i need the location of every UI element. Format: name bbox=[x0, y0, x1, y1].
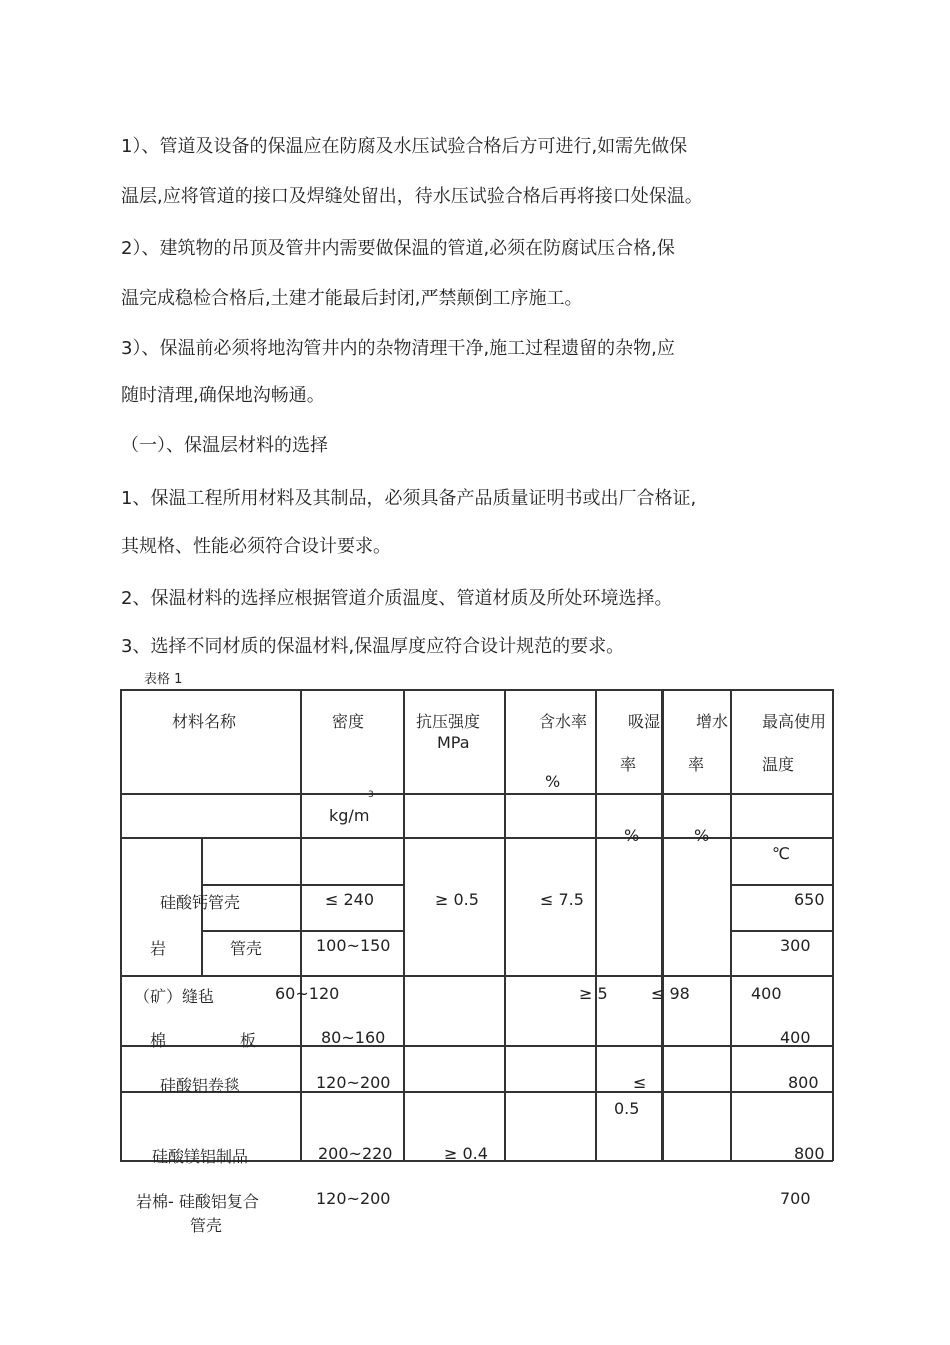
header-increase-a: 增水 bbox=[696, 712, 729, 731]
header-absorb-a: 吸湿 bbox=[628, 712, 661, 731]
paragraph-line-9: 其规格、性能必须符合设计要求。 bbox=[121, 536, 391, 557]
header-strength-unit: MPa bbox=[437, 733, 470, 752]
paragraph-line-11: 3、选择不同材质的保温材料,保温厚度应符合设计规范的要求。 bbox=[121, 636, 625, 657]
calcium-silicate-strength: ≥ 0.5 bbox=[435, 890, 479, 909]
header-max-temp-a: 最高使用 bbox=[762, 712, 827, 731]
table-caption: 表格 1 bbox=[144, 672, 183, 687]
rock-wool-shell-label: 管壳 bbox=[230, 939, 263, 958]
header-material-name: 材料名称 bbox=[172, 712, 237, 731]
paragraph-line-2: 温层,应将管道的接口及焊缝处留出，待水压试验合格后再将接口处保温。 bbox=[121, 186, 703, 207]
calcium-silicate-name: 硅酸钙管壳 bbox=[160, 893, 241, 912]
rock-wool-board-temp: 400 bbox=[780, 1028, 811, 1047]
header-max-temp-b: 温度 bbox=[762, 755, 795, 774]
mg-al-silicate-density: 200~220 bbox=[318, 1144, 393, 1163]
rock-wool-felt-density: 60~120 bbox=[275, 984, 340, 1003]
rock-wool-felt-temp: 400 bbox=[751, 984, 782, 1003]
alu-silicate-name: 硅酸铝卷毯 bbox=[160, 1076, 241, 1095]
rock-wool-increase: ≤ 98 bbox=[651, 984, 690, 1003]
rock-wool-shell-density: 100~150 bbox=[316, 936, 391, 955]
composite-name-b: 管壳 bbox=[190, 1216, 223, 1235]
header-water-content: 含水率 bbox=[539, 712, 588, 731]
header-absorb-b: 率 bbox=[620, 755, 637, 774]
composite-density: 120~200 bbox=[316, 1189, 391, 1208]
rock-wool-board-density: 80~160 bbox=[321, 1028, 386, 1047]
header-strength: 抗压强度 bbox=[416, 712, 481, 731]
paragraph-line-4: 温完成稳检合格后,土建才能最后封闭,严禁颠倒工序施工。 bbox=[121, 288, 583, 309]
paragraph-line-10: 2、保温材料的选择应根据管道介质温度、管道材质及所处环境选择。 bbox=[121, 588, 673, 609]
mg-al-silicate-name: 硅酸镁铝制品 bbox=[152, 1147, 249, 1166]
calcium-silicate-water: ≤ 7.5 bbox=[540, 890, 584, 909]
mg-al-silicate-temp: 800 bbox=[794, 1144, 825, 1163]
calcium-silicate-temp: 650 bbox=[794, 890, 825, 909]
paragraph-line-5: 3）、保温前必须将地沟管井内的杂物清理干净,施工过程遗留的杂物,应 bbox=[121, 338, 675, 359]
paragraph-line-6: 随时清理,确保地沟畅通。 bbox=[121, 385, 325, 406]
alu-silicate-density: 120~200 bbox=[316, 1073, 391, 1092]
paragraph-line-3: 2）、建筑物的吊顶及管井内需要做保温的管道,必须在防腐试压合格,保 bbox=[121, 238, 675, 259]
header-max-temp-unit: ℃ bbox=[772, 844, 790, 863]
calcium-silicate-density: ≤ 240 bbox=[325, 890, 375, 909]
header-density-superscript: 3 bbox=[368, 790, 374, 800]
rock-wool-label-b: （矿）缝毡 bbox=[134, 987, 215, 1006]
paragraph-line-8: 1、保温工程所用材料及其制品，必须具备产品质量证明书或出厂合格证, bbox=[121, 488, 697, 509]
header-density: 密度 bbox=[332, 712, 365, 731]
alu-silicate-absorb-a: ≤ bbox=[633, 1073, 647, 1092]
rock-wool-label-d: 板 bbox=[240, 1031, 257, 1050]
rock-wool-label-c: 棉 bbox=[150, 1031, 167, 1050]
alu-silicate-temp: 800 bbox=[788, 1073, 819, 1092]
alu-silicate-absorb-b: 0.5 bbox=[614, 1099, 640, 1118]
rock-wool-label-a: 岩 bbox=[150, 939, 167, 958]
header-increase-b: 率 bbox=[688, 755, 705, 774]
header-increase-unit: % bbox=[694, 826, 710, 845]
rock-wool-absorb: ≥ 5 bbox=[579, 984, 608, 1003]
header-density-unit: kg/m bbox=[329, 806, 370, 825]
composite-name-a: 岩棉- 硅酸铝复合 bbox=[136, 1192, 259, 1211]
header-absorb-unit: % bbox=[624, 826, 640, 845]
paragraph-line-1: 1）、管道及设备的保温应在防腐及水压试验合格后方可进行,如需先做保 bbox=[121, 136, 688, 157]
mg-al-silicate-strength: ≥ 0.4 bbox=[444, 1144, 488, 1163]
composite-temp: 700 bbox=[780, 1189, 811, 1208]
section-heading: （一）、保温层材料的选择 bbox=[121, 435, 328, 456]
header-water-unit: % bbox=[545, 772, 561, 791]
rock-wool-shell-temp: 300 bbox=[780, 936, 811, 955]
